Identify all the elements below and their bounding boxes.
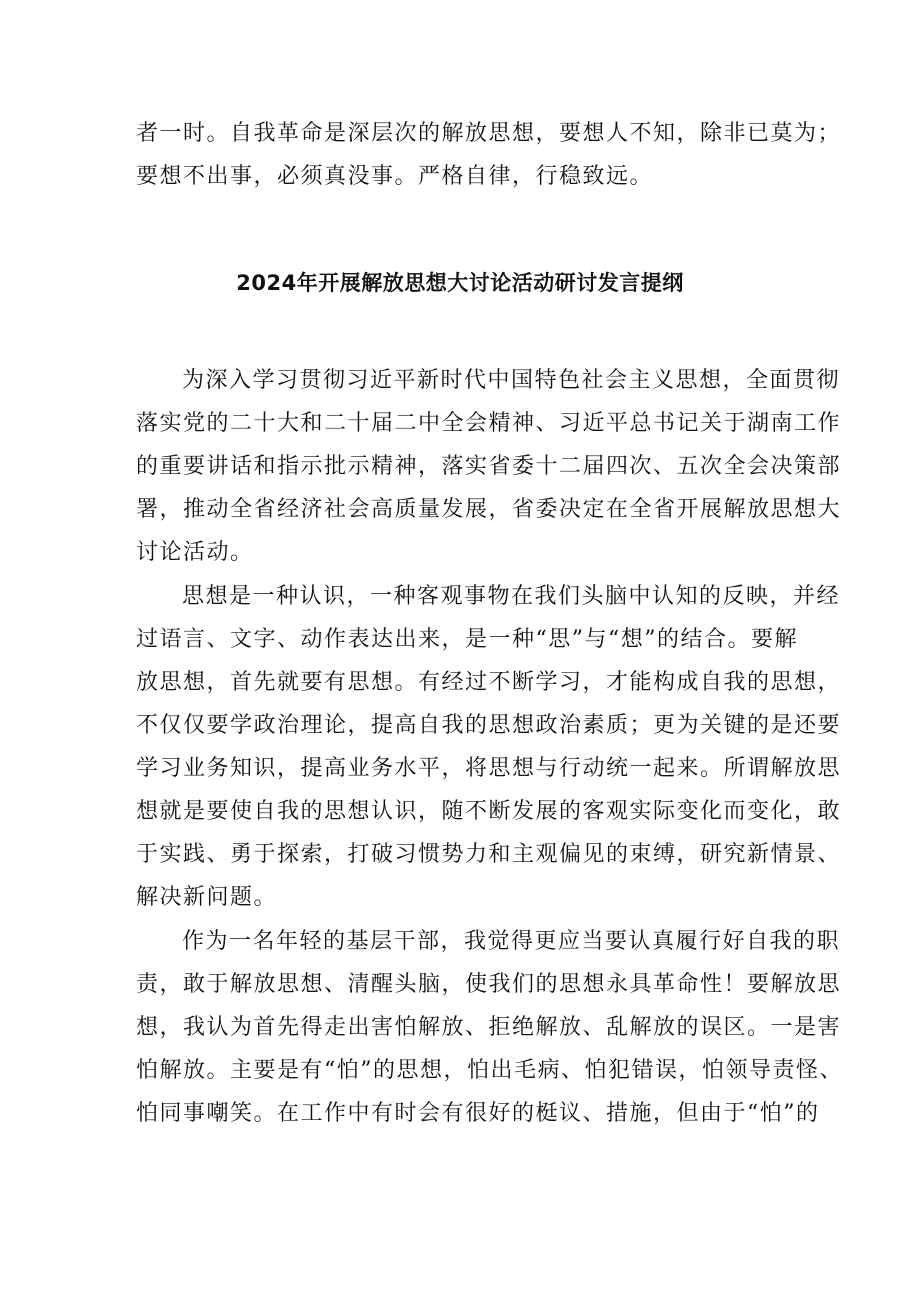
paragraph-line: 解决新问题。 xyxy=(136,885,278,910)
paragraph-line: 思想是一种认识，一种客观事物在我们头脑中认知的反映，并经 xyxy=(182,584,841,609)
document-title: 2024年开展解放思想大讨论活动研讨发言提纲 xyxy=(236,271,684,295)
paragraph-line: 想就是要使自我的思想认识，随不断发展的客观实际变化而变化，敢 xyxy=(136,799,842,824)
paragraph-line: 于实践、勇于探索，打破习惯势力和主观偏见的束缚，研究新情景、 xyxy=(136,842,842,867)
paragraph-line: 的重要讲话和指示批示精神，落实省委十二届四次、五次全会决策部 xyxy=(136,454,842,479)
paragraph-line: 怕同事嘲笑。在工作中有时会有很好的梃议、措施，但由于“怕”的 xyxy=(136,1101,820,1126)
paragraph-line: 想，我认为首先得走出害怕解放、拒绝解放、乱解放的误区。一是害 xyxy=(136,1015,842,1040)
paragraph-line: 讨论活动。 xyxy=(136,540,254,565)
paragraph-line: 放思想，首先就要有思想。有经过不断学习，才能构成自我的思想， xyxy=(136,670,842,695)
intro-line: 要想不出事，必须真没事。严格自律，行稳致远。 xyxy=(136,164,654,189)
paragraph-line: 责，敢于解放思想、清醒头脑，使我们的思想永具革命性！要解放思 xyxy=(136,972,842,997)
paragraph-line: 为深入学习贯彻习近平新时代中国特色社会主义思想，全面贯彻 xyxy=(182,368,841,393)
intro-line: 者一时。自我革命是深层次的解放思想，要想人不知，除非已莫为； xyxy=(136,121,842,146)
paragraph-line: 落实党的二十大和二十届二中全会精神、习近平总书记关于湖南工作 xyxy=(136,411,842,436)
paragraph-line: 怕解放。主要是有“怕”的思想，怕出毛病、怕犯错误，怕领导责怪、 xyxy=(136,1058,843,1083)
paragraph-line: 过语言、文字、动作表达出来，是一种“思”与“想”的结合。要解 xyxy=(136,627,798,652)
paragraph-line: 不仅仅要学政治理论，提高自我的思想政治素质；更为关键的是还要 xyxy=(136,713,842,738)
paragraph-line: 作为一名年轻的基层干部，我觉得更应当要认真履行好自我的职 xyxy=(182,929,841,954)
paragraph-line: 学习业务知识，提高业务水平，将思想与行动统一起来。所谓解放思 xyxy=(136,756,842,781)
paragraph-line: 署，推动全省经济社会高质量发展，省委决定在全省开展解放思想大 xyxy=(136,497,842,522)
